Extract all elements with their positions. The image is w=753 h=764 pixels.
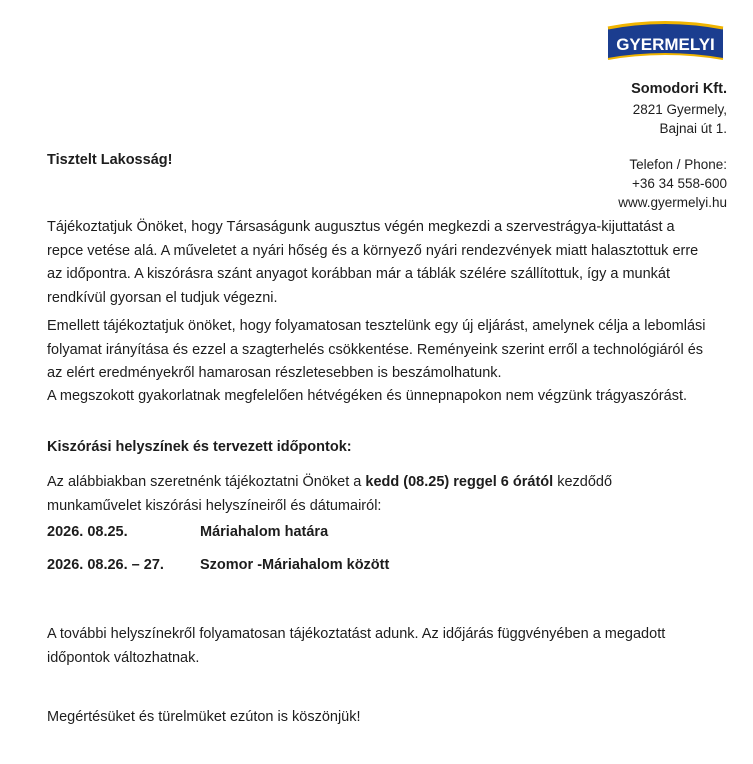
greeting: Tisztelt Lakosság! [47,152,173,168]
paragraph-4-intro: Az alábbiakban szeretnénk tájékoztatni Önöket a [47,474,366,490]
schedule-place: Máriahalom határa [200,524,329,540]
website: www.gyermelyi.hu [618,195,727,210]
company-info [618,80,727,212]
schedule-row [47,557,389,573]
paragraph-1: Tájékoztatjuk Önöket, hogy Társaságunk augusztus végén megkezdi a szervestrágya-kijuttatást a repce vetése alá. A műveletet a nyári hőség és a környező nyári rendezvények miatt halasztottuk erre az időpontra. A kiszórásra szánt anyagot korábban már a táblák szélére szállítottuk, így a munkát rendkívül gyorsan el tudjuk végezni. [47,219,699,306]
paragraph-4-rest: kezdődő munkaművelet kiszórási helyszíneiről és dátumairól: [47,474,613,514]
closing-line: Megértésüket és türelmüket ezúton is köszönjük! [47,709,361,725]
start-time-highlight: kedd (08.25) reggel 6 órától [365,474,554,490]
schedule-row [47,524,328,540]
phone-label: Telefon / Phone: [629,157,727,172]
logo-graphic [604,19,727,63]
schedule-date: 2026. 08.26. – 27. [47,557,164,573]
address-line-1: 2821 Gyermely, [632,102,727,117]
paragraph-5: A további helyszínekről folyamatosan tájékoztatást adunk. Az időjárás függvényében a megadott időpontok változhatnak. [47,626,666,666]
schedule-heading: Kiszórási helyszínek és tervezett időpontok: [47,439,352,455]
logo-text: GYERMELYI [616,35,715,54]
paragraph-3: A megszokott gyakorlatnak megfelelően hétvégéken és ünnepnapokon nem végzünk trágyaszórást. [47,388,688,404]
paragraph-4 [47,471,707,518]
schedule-date: 2026. 08.25. [47,524,128,540]
address-line-2: Bajnai út 1. [659,121,727,136]
paragraph-2: Emellett tájékoztatjuk önöket, hogy folyamatosan tesztelünk egy új eljárást, amelynek célja a lebomlási folyamat irányítása és ezzel a szagterhelés csökkentése. Reményeink szerint erről a technológiáról és az elért eredményekről hamarosan részletesebben is beszámolhatunk. [47,318,706,381]
phone-number: +36 34 558-600 [632,176,727,191]
schedule-place: Szomor -Máriahalom között [200,557,390,573]
gyermelyi-logo [604,19,727,63]
company-name: Somodori Kft. [631,81,727,97]
